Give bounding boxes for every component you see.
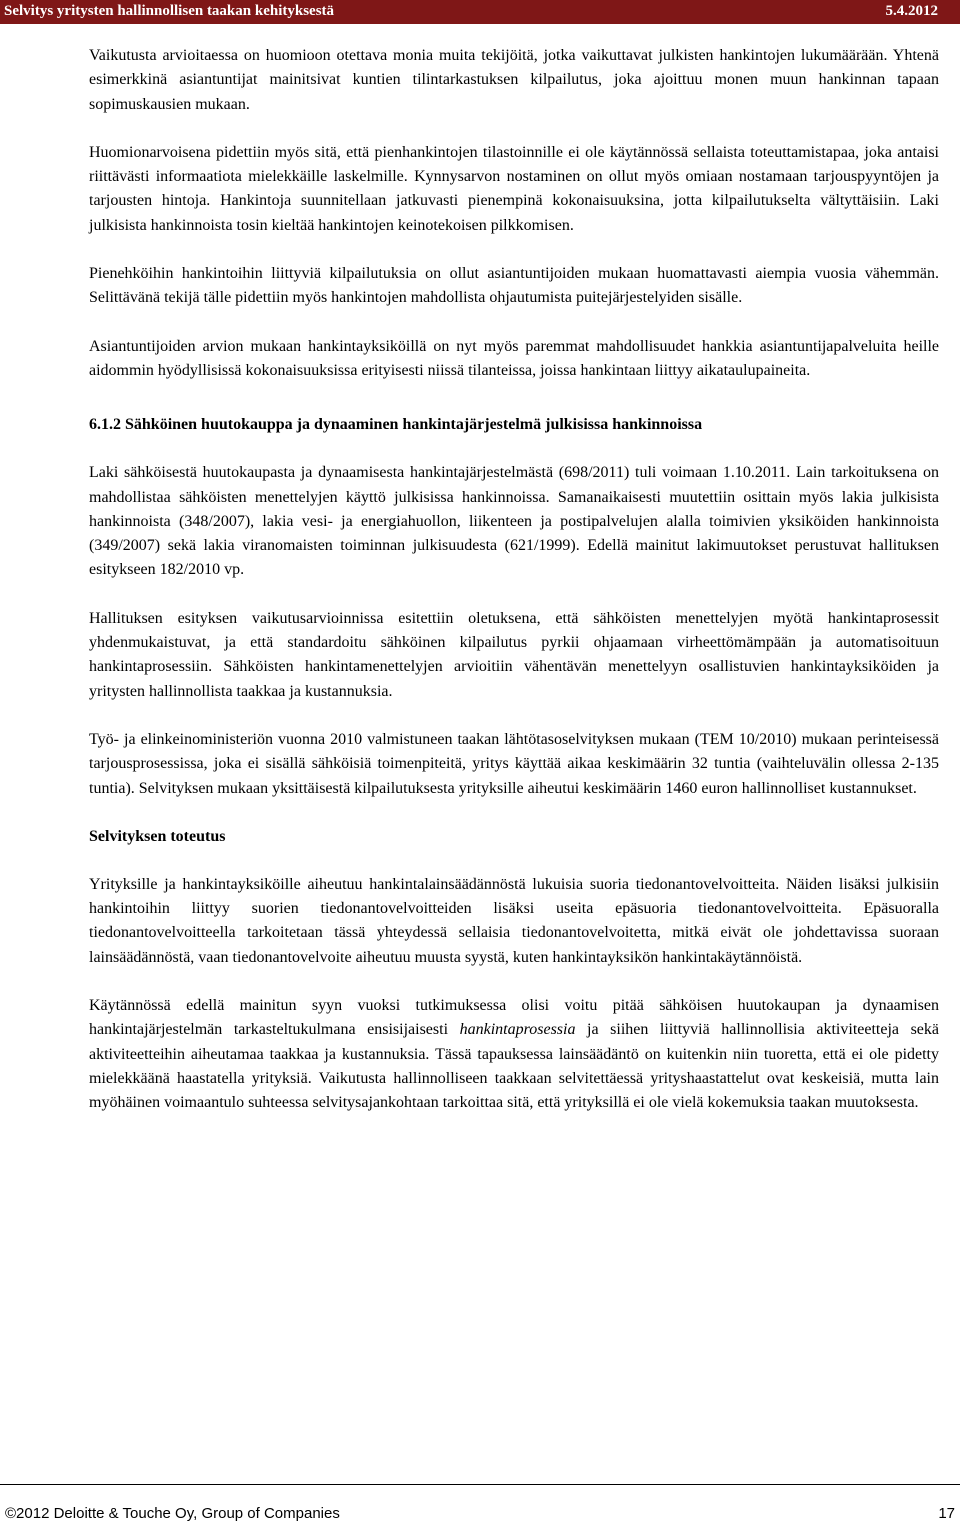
paragraph-5: Laki sähköisestä huutokaupasta ja dynaamisesta hankintajärjestelmästä (698/2011) tuli voimaan 1.10.2011. Lain tarkoituksena on mahdollistaa sähköisten menettelyjen käyttö julkisissa hankinnoissa. Samanaikaisesti muutettiin osittain myös lakia julkisista hankinnoista (348/2007), lakia vesi- ja energiahuollon, liikenteen ja postipalvelujen alalla toimivien yksiköiden hankinnoista (349/2007) sekä lakia viranomaisten toiminnan julkisuudesta (621/1999). Edellä mainitut lakimuutokset perustuvat hallituksen esitykseen 182/2010 vp.: [89, 464, 939, 579]
subsection-heading: Selvityksen toteutus: [89, 827, 226, 845]
page-number: 17: [938, 1505, 955, 1522]
page-header: [0, 0, 960, 24]
emphasis-hankintaprosessia: hankintaprosessia: [459, 1021, 576, 1039]
document-date: 5.4.2012: [885, 3, 938, 19]
paragraph-1: Vaikutusta arvioitaessa on huomioon otettava monia muita tekijöitä, jotka vaikuttavat julkisten hankintojen lukumäärään. Yhtenä esimerkkinä asiantuntijat mainitsivat kuntien tilintarkastuksen kilpailutus, joka ajoittuu monen muun hankinnan tapaan sopimuskausien mukaan.: [89, 47, 939, 113]
paragraph-3: Pienehköihin hankintoihin liittyviä kilpailutuksia on ollut asiantuntijoiden mukaan huomattavasti aiempia vuosia vähemmän. Selittävänä tekijä tälle pidettiin myös hankintojen mahdollista ohjautumista puitejärjestelyiden sisälle.: [89, 265, 939, 307]
paragraph-6: Hallituksen esityksen vaikutusarvioinnissa esitettiin oletuksena, että sähköisten menettelyjen myötä hankintaprosessit yhdenmukaistuvat, ja että standardoitu sähköinen kilpailutus pyrkii ohjaamaan virheettömämpään ja automatisoituun hankintaprosessiin. Sähköisten hankintamenettelyjen arvioitiin vähentävän menettelyyn osallistuvien hankintayksiköiden ja yritysten hallinnollista taakkaa ja kustannuksia.: [89, 609, 939, 700]
footer-copyright: ©2012 Deloitte & Touche Oy, Group of Companies: [5, 1505, 340, 1522]
paragraph-8: Yrityksille ja hankintayksiköille aiheutuu hankintalainsäädännöstä lukuisia suoria tiedonantovelvoitteita. Näiden lisäksi julkisiin hankintoihin liittyy suorien tiedonantovelvoitteiden lisäksi useita epäsuoria tiedonantovelvoitteita. Epäsuoralla tiedonantovelvoitteella tarkoitetaan tässä yhteydessä sellaisia tiedonantovelvoitetta, mitkä eivät ole johdettavissa suoraan lainsäädännöstä, vaan tiedonantovelvoite aiheutuu muusta syystä, kuten hankintayksikön hankintakäytännöistä.: [89, 875, 939, 966]
document-title: Selvitys yritysten hallinnollisen taakan kehityksestä: [4, 3, 335, 19]
paragraph-4: Asiantuntijoiden arvion mukaan hankintayksiköillä on nyt myös paremmat mahdollisuudet hankkia asiantuntijapalveluita heille aidommin hyödyllisissä kokonaisuuksissa erityisesti niissä tilanteissa, joissa hankintaan liittyy aikataulupaineita.: [89, 337, 939, 379]
page-footer: [0, 1484, 960, 1522]
paragraph-9-part-a: Käytännössä edellä mainitun syyn vuoksi tutkimuksessa olisi voitu pitää sähköisen huutokaupan ja dynaamisen hankintajärjestelmän tarkasteltukulmana ensisijaisesti: [89, 997, 939, 1039]
paragraph-2: Huomionarvoisena pidettiin myös sitä, että pienhankintojen tilastoinnille ei ole käytännössä sellaista toteuttamistapaa, joka antaisi riittävästi informaatiota mielekkäille laskelmille. Kynnysarvon nostaminen on ollut myös omiaan nostamaan tarjouspyyntöjen ja tarjousten hintoja. Hankintoja suunnitellaan jatkuvasti pienempinä kokonaisuuksina, jotta kilpailutukselta vältyttäisiin. Laki julkisista hankinnoista tosin kieltää hankintojen keinotekoisen pilkkomisen.: [89, 143, 939, 234]
paragraph-9-part-b: ja siihen liittyviä hallinnollisia aktiviteetteja sekä aktiviteetteihin aiheutamaa taakkaa ja kustannuksia. Tässä tapauksessa lainsäädäntö on kuitenkin niin tuoretta, että ei ole pidetty mielekkäänä haastatella yrityksiä. Vaikutusta hallinnolliseen taakkaan selvitettäessä yrityshaastattelut ovat keskeisiä, mutta lain myöhäinen voimaantulo suhteessa selvitysajankohtaan tarkoittaa sitä, että yrityksillä ei ole vielä kokemuksia taakan muutoksesta.: [89, 1021, 940, 1112]
section-heading: 6.1.2 Sähköinen huutokauppa ja dynaaminen hankintajärjestelmä julkisissa hankinnoissa: [89, 416, 703, 434]
paragraph-9: [89, 994, 939, 1115]
paragraph-7: Työ- ja elinkeinoministeriön vuonna 2010 valmistuneen taakan lähtötasoselvityksen mukaan (TEM 10/2010) mukaan perinteisessä tarjousprosessissa, joka ei sisällä sähköisiä toimenpiteitä, yritys käyttää aikaa keskimäärin 32 tuntia (vaihteluvälin ollessa 2-135 tuntia). Selvityksen mukaan yksittäisestä kilpailutuksesta yrityksille aiheutui keskimäärin 1460 euron hallinnolliset kustannukset.: [89, 730, 939, 797]
document-body: [89, 44, 939, 1140]
